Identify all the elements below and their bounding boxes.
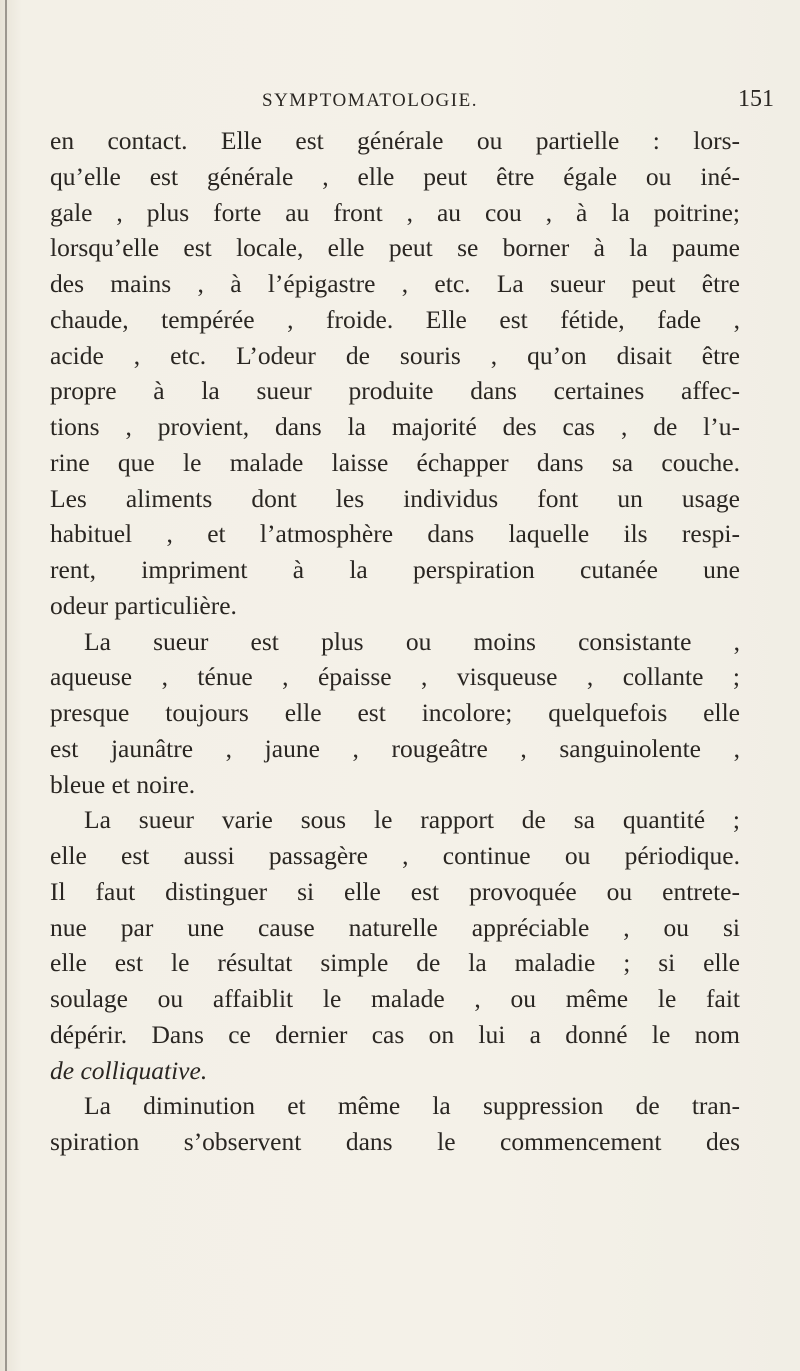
paragraph-start-line: La sueur varie sous le rapport de sa quantité ; [84, 805, 740, 835]
text-line: tions , provient, dans la majorité des cas , de l’u- [50, 412, 740, 441]
paragraph-end-line: bleue et noire. [50, 769, 196, 799]
page-edge-rule [5, 0, 7, 1371]
text-line: elle est le résultat simple de la maladie ; si elle [50, 948, 740, 978]
page-header [0, 86, 800, 120]
text-line: lorsqu’elle est locale, elle peut se borner à la paume [50, 233, 740, 263]
text-line: Il faut distinguer si elle est provoquée ou entrete- [50, 876, 740, 906]
text-line: est jaunâtre , jaune , rougeâtre , sanguinolente , [50, 733, 740, 763]
text-line: en contact. Elle est générale ou partielle : lors- [50, 126, 740, 155]
text-line: chaude, tempérée , froide. Elle est fétide, fade , [50, 304, 740, 334]
text-line: elle est aussi passagère , continue ou périodique. [50, 841, 740, 870]
paragraph-start-line: La diminution et même la suppression de tran- [84, 1091, 740, 1121]
text-line: spiration s’observent dans le commencement des [50, 1127, 740, 1156]
text-line: presque toujours elle est incolore; quelquefois elle [50, 698, 740, 727]
text-line: soulage ou affaiblit le malade , ou même le fait [50, 984, 740, 1013]
paragraph-end-line: odeur particulière. [50, 590, 237, 620]
running-head: SYMPTOMATOLOGIE. [262, 90, 478, 111]
text-line: qu’elle est générale , elle peut être égale ou iné- [50, 161, 740, 191]
text-line: gale , plus forte au front , au cou , à la poitrine; [50, 197, 740, 227]
text-line: aqueuse , ténue , épaisse , visqueuse , collante ; [50, 662, 740, 692]
text-line: rent, impriment à la perspiration cutanée une [50, 555, 740, 584]
text-line: des mains , à l’épigastre , etc. La sueur peut être [50, 269, 740, 298]
text-line: rine que le malade laisse échapper dans sa couche. [50, 447, 740, 477]
text-line: nue par une cause naturelle appréciable , ou si [50, 912, 740, 942]
paragraph-start-line: La sueur est plus ou moins consistante , [84, 626, 740, 656]
page-number: 151 [738, 86, 774, 112]
text-line: dépérir. Dans ce dernier cas on lui a donné le nom [50, 1019, 740, 1049]
text-line: acide , etc. L’odeur de souris , qu’on disait être [50, 340, 740, 370]
text-line: propre à la sueur produite dans certaines affec- [50, 376, 740, 406]
body-text [50, 123, 740, 1160]
text-line: habituel , et l’atmosphère dans laquelle ils respi- [50, 519, 740, 549]
text-line: Les aliments dont les individus font un usage [50, 483, 740, 513]
paragraph-end-line: de colliquative. [50, 1055, 208, 1085]
